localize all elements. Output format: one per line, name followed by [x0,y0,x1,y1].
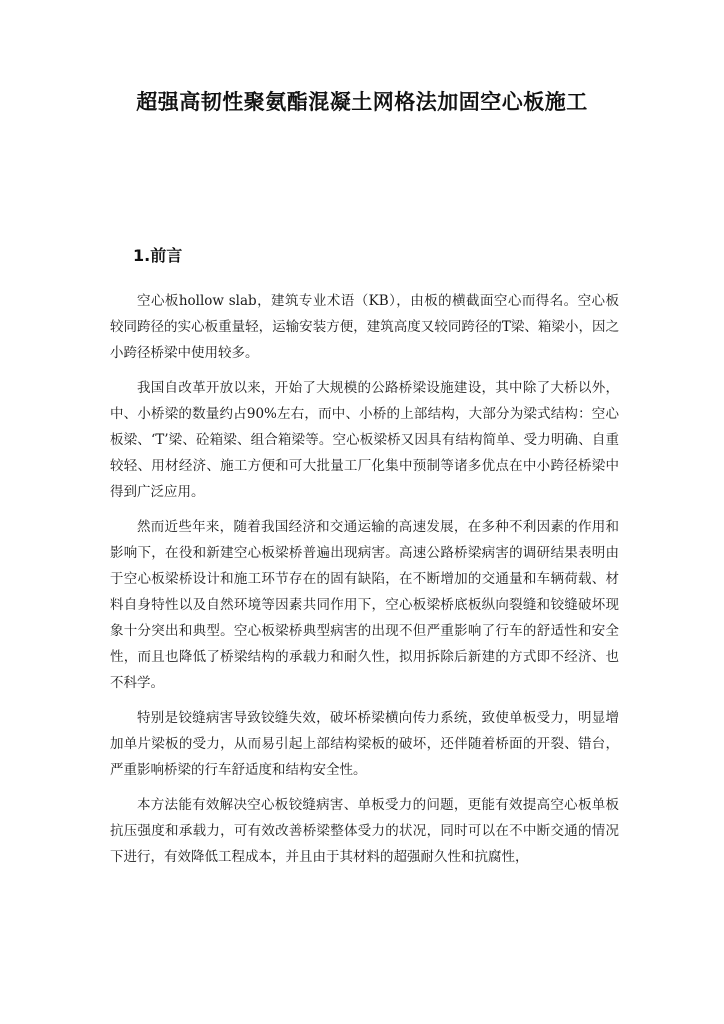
body-text [110,288,619,879]
paragraph: 特别是铰缝病害导致铰缝失效，破坏桥梁横向传力系统，致使单板受力，明显增加单片梁板的受力，从而易引起上部结构梁板的破坏，还伴随着桥面的开裂、错台，严重影响桥梁的行车舒适度和结构安全性。 [110,710,619,778]
section-heading: 1.前言 [133,246,183,265]
paragraph: 本方法能有效解决空心板铰缝病害、单板受力的问题，更能有效提高空心板单板抗压强度和承载力，可有效改善桥梁整体受力的状况，同时可以在不中断交通的情况下进行，有效降低工程成本，并且由于其材料的超强耐久性和抗腐性， [110,797,619,865]
paragraph: 空心板hollow slab，建筑专业术语（KB），由板的横截面空心而得名。空心板较同跨径的实心板重量轻，运输安装方便，建筑高度又较同跨径的T梁、箱梁小，因之小跨径桥梁中使用较多。 [110,293,619,361]
paragraph: 然而近些年来，随着我国经济和交通运输的高速发展，在多种不利因素的作用和影响下，在役和新建空心板梁桥普遍出现病害。高速公路桥梁病害的调研结果表明由于空心板梁桥设计和施工环节存在的固有缺陷，在不断增加的交通量和车辆荷载、材料自身特性以及自然环境等因素共同作用下，空心板梁桥底板纵向裂缝和铰缝破坏现象十分突出和典型。空心板梁桥典型病害的出现不但严重影响了行车的舒适性和安全性，而且也降低了桥梁结构的承载力和耐久性，拟用拆除后新建的方式即不经济、也不科学。 [110,519,619,691]
paragraph: 我国自改革开放以来，开始了大规模的公路桥梁设施建设，其中除了大桥以外，中、小桥梁的数量约占90%左右，而中、小桥的上部结构，大部分为梁式结构：空心板梁、‘T’梁、砼箱梁、组合箱梁等。空心板梁桥又因具有结构简单、受力明确、自重较轻、用材经济、施工方便和可大批量工厂化集中预制等诸多优点在中小跨径桥梁中得到广泛应用。 [110,380,619,500]
document-title: 超强高韧性聚氨酯混凝土网格法加固空心板施工 [136,90,588,114]
